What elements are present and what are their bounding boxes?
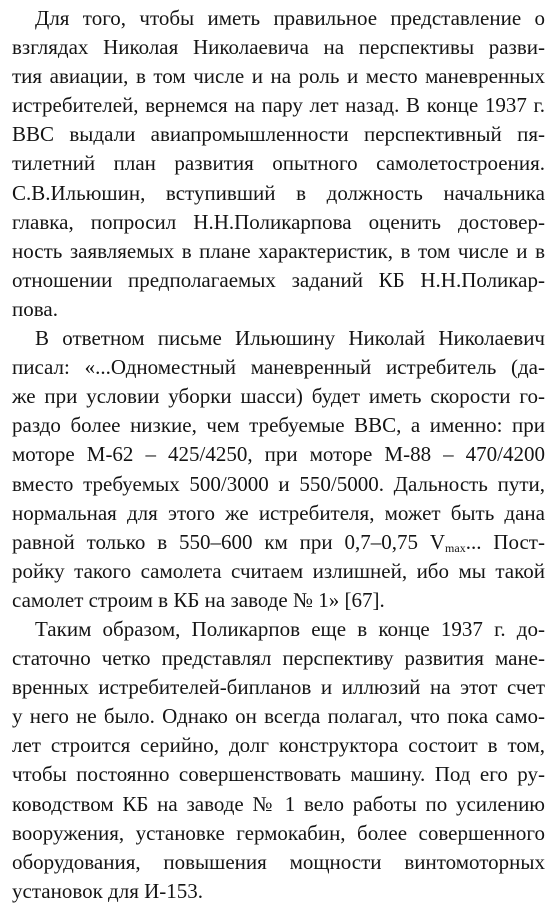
text-line: раздо более низкие, чем требуемые ВВС, а именно: при bbox=[12, 413, 545, 438]
text-line: ройку такого самолета считаем излишней, ибо мы такой bbox=[12, 558, 545, 583]
text-line: вооружения, установке гермокабин, более совершенного bbox=[12, 820, 545, 845]
text-line: вренных истребителей-бипланов и иллюзий на этот счет bbox=[12, 675, 545, 700]
text-line: статочно четко представлял перспективу развития мане- bbox=[12, 646, 545, 671]
text-line: Для того, чтобы иметь правильное представление о bbox=[35, 6, 545, 30]
text-line: В ответном письме Ильюшину Николай Николаевич bbox=[35, 326, 545, 351]
text-line: ководством КБ на заводе № 1 вело работы по усилению bbox=[12, 791, 545, 816]
text-line: ВВС выдали авиапромышленности перспективный пя- bbox=[12, 122, 545, 147]
text-line: тия авиации, в том числе и на роль и место маневренных bbox=[12, 64, 545, 89]
text-line: вместо требуемых 500/3000 и 550/5000. Дальность пути, bbox=[12, 471, 545, 496]
text-line: Таким образом, Поликарпов еще в конце 1937 г. до- bbox=[35, 616, 545, 641]
text-line: самолет строим в КБ на заводе № 1» [67]. bbox=[12, 587, 385, 612]
text-line: истребителей, вернемся на пару лет назад. В конце 1937 г. bbox=[12, 93, 545, 118]
text-line: лет строится серийно, долг конструктора состоит в том, bbox=[12, 733, 545, 758]
text-line: пова. bbox=[12, 296, 58, 321]
paragraph-3 bbox=[12, 615, 545, 906]
text-line: же при условии уборки шасси) будет иметь скорости го- bbox=[12, 384, 545, 409]
paragraph-1 bbox=[12, 4, 545, 324]
text-line: С.В.Ильюшин, вступивший в должность начальника bbox=[12, 180, 545, 205]
text-line: оборудования, повышения мощности винтомоторных bbox=[12, 849, 545, 874]
text-line-vmax bbox=[12, 528, 545, 557]
text-line: моторе М-62 – 425/4250, при моторе М-88 – 470/4200 bbox=[12, 442, 545, 467]
paragraph-2 bbox=[12, 324, 545, 615]
vmax-subscript: max bbox=[445, 540, 466, 555]
text-line: у него не было. Однако он всегда полагал, что пока само- bbox=[12, 704, 545, 729]
text-line: чтобы постоянно совершенствовать машину. Под его ру- bbox=[12, 762, 545, 787]
vmax-text-before: равной только в 550–600 км при 0,7–0,75 V bbox=[12, 529, 446, 554]
text-line: установок для И-153. bbox=[12, 878, 204, 903]
text-line: главка, попросил Н.Н.Поликарпова оценить достовер- bbox=[12, 209, 545, 234]
text-line: отношении предполагаемых заданий КБ Н.Н.Поликар- bbox=[12, 267, 545, 292]
text-line: тилетний план развития опытного самолетостроения. bbox=[12, 151, 545, 176]
text-line: взглядах Николая Николаевича на перспективы разви- bbox=[12, 35, 545, 60]
text-line: нормальная для этого же истребителя, может быть дана bbox=[12, 500, 545, 525]
vmax-text-after: ... Пост- bbox=[465, 529, 545, 554]
text-line: писал: «...Одноместный маневренный истребитель (да- bbox=[12, 355, 545, 380]
text-line: ность заявляемых в плане характеристик, в том числе и в bbox=[12, 238, 545, 263]
